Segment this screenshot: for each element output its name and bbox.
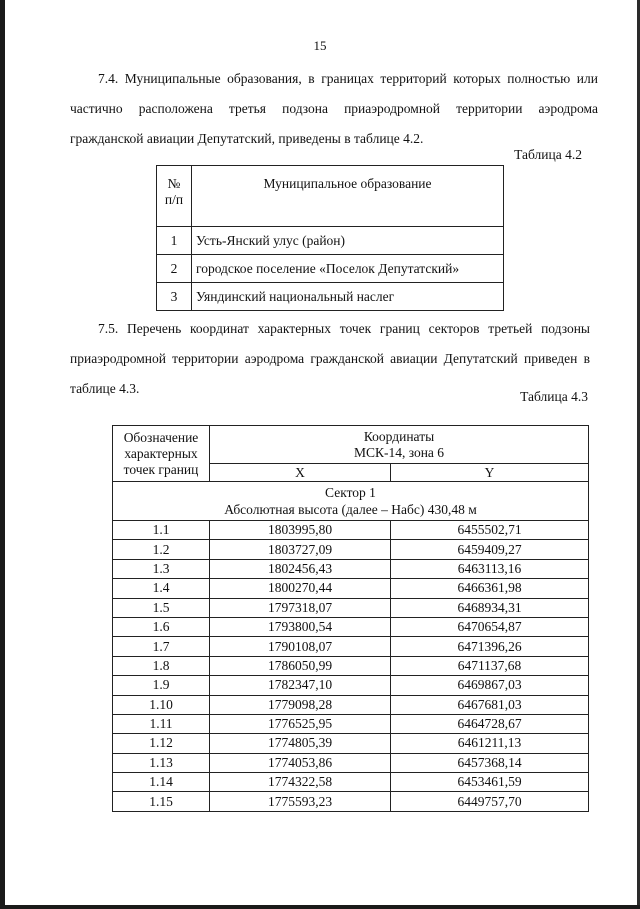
table-4-2-caption: Таблица 4.2: [514, 147, 582, 162]
y-cell: 6467681,03: [391, 695, 589, 714]
y-cell: 6461211,13: [391, 734, 589, 753]
header-y: Y: [391, 464, 589, 482]
table-row: [113, 773, 589, 792]
table-row: [113, 656, 589, 675]
x-cell: 1803727,09: [210, 540, 391, 559]
table-4-2: [156, 165, 504, 311]
y-cell: 6466361,98: [391, 579, 589, 598]
y-cell: 6463113,16: [391, 559, 589, 578]
page-number: 15: [313, 38, 327, 53]
table-row: [113, 521, 589, 540]
y-cell: 6471137,68: [391, 656, 589, 675]
y-cell: 6468934,31: [391, 598, 589, 617]
sector-height: Абсолютная высота (далее – Набс) 430,48 м: [224, 502, 477, 517]
point-cell: 1.8: [113, 656, 210, 675]
row-municipality: Уяндинский национальный наслег: [192, 283, 504, 311]
header-coordinates-label: Координаты: [363, 429, 435, 444]
x-cell: 1779098,28: [210, 695, 391, 714]
y-cell: 6449757,70: [391, 792, 589, 811]
y-cell: 6470654,87: [391, 617, 589, 636]
table-row: [113, 714, 589, 733]
table-row: [113, 792, 589, 811]
x-cell: 1803995,80: [210, 521, 391, 540]
row-num: 3: [157, 283, 192, 311]
point-cell: 1.2: [113, 540, 210, 559]
table-row: [157, 255, 504, 283]
table-row: [157, 227, 504, 255]
sector-title: Сектор 1: [325, 485, 376, 500]
x-cell: 1786050,99: [210, 656, 391, 675]
sector-row: [113, 482, 589, 521]
table-4-3-caption: Таблица 4.3: [520, 389, 588, 404]
table-row: [113, 753, 589, 772]
point-cell: 1.10: [113, 695, 210, 714]
table-row: [113, 695, 589, 714]
x-cell: 1776525,95: [210, 714, 391, 733]
header-coordinate-system: МСК-14, зона 6: [353, 445, 445, 460]
point-cell: 1.6: [113, 617, 210, 636]
table-row: [113, 734, 589, 753]
point-cell: 1.15: [113, 792, 210, 811]
table-row: [113, 617, 589, 636]
scan-edge-left: [0, 0, 5, 909]
point-cell: 1.1: [113, 521, 210, 540]
x-cell: 1782347,10: [210, 676, 391, 695]
x-cell: 1790108,07: [210, 637, 391, 656]
table-row: [113, 676, 589, 695]
section-7-5-paragraph: 7.5. Перечень координат характерных точек границ секторов третьей подзоны приаэродромной территории аэродрома гражданской авиации Депутатский приведен в таблице 4.3.: [70, 321, 590, 396]
y-cell: 6471396,26: [391, 637, 589, 656]
point-cell: 1.3: [113, 559, 210, 578]
x-cell: 1802456,43: [210, 559, 391, 578]
table-row: [113, 637, 589, 656]
y-cell: 6457368,14: [391, 753, 589, 772]
x-cell: 1774322,58: [210, 773, 391, 792]
header-x: X: [210, 464, 391, 482]
header-coordinates: [210, 426, 589, 464]
y-cell: 6464728,67: [391, 714, 589, 733]
header-municipality: Муниципальное образование: [192, 166, 504, 227]
table-4-3: [112, 425, 589, 812]
point-cell: 1.5: [113, 598, 210, 617]
x-cell: 1797318,07: [210, 598, 391, 617]
table-header-row: [157, 166, 504, 227]
row-municipality: Усть-Янский улус (район): [192, 227, 504, 255]
point-cell: 1.11: [113, 714, 210, 733]
scan-edge-bottom: [0, 905, 640, 909]
table-row: [113, 559, 589, 578]
row-municipality: городское поселение «Поселок Депутатский»: [192, 255, 504, 283]
point-cell: 1.7: [113, 637, 210, 656]
point-cell: 1.14: [113, 773, 210, 792]
table-header-row: [113, 426, 589, 464]
y-cell: 6453461,59: [391, 773, 589, 792]
table-row: [113, 598, 589, 617]
point-cell: 1.12: [113, 734, 210, 753]
x-cell: 1774053,86: [210, 753, 391, 772]
header-num: № п/п: [157, 166, 192, 227]
header-point: Обозначение характерных точек границ: [113, 426, 210, 482]
row-num: 1: [157, 227, 192, 255]
row-num: 2: [157, 255, 192, 283]
table-row: [157, 283, 504, 311]
y-cell: 6455502,71: [391, 521, 589, 540]
table-row: [113, 540, 589, 559]
section-7-4-paragraph: 7.4. Муниципальные образования, в границах территорий которых полностью или частично расположена третья подзона приаэродромной территории аэродрома гражданской авиации Депутатский, приведены в таблице 4.2.: [70, 71, 598, 146]
y-cell: 6459409,27: [391, 540, 589, 559]
table-row: [113, 579, 589, 598]
sector-heading: [113, 482, 589, 521]
point-cell: 1.4: [113, 579, 210, 598]
x-cell: 1774805,39: [210, 734, 391, 753]
point-cell: 1.9: [113, 676, 210, 695]
x-cell: 1793800,54: [210, 617, 391, 636]
point-cell: 1.13: [113, 753, 210, 772]
x-cell: 1800270,44: [210, 579, 391, 598]
y-cell: 6469867,03: [391, 676, 589, 695]
x-cell: 1775593,23: [210, 792, 391, 811]
